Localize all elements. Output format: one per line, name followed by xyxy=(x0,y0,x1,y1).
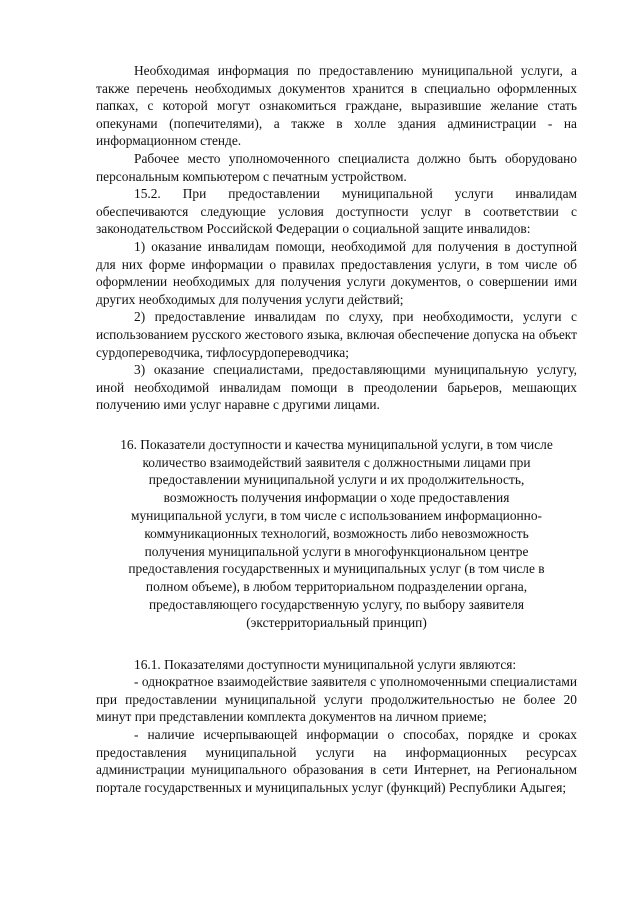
heading-line: предоставлении муниципальной услуги и их продолжительность, xyxy=(148,472,525,488)
heading-line: коммуникационных технологий, возможность либо невозможность xyxy=(144,525,529,541)
paragraph-16-1: 16.1. Показателями доступности муниципальной услуги являются: xyxy=(134,656,517,672)
list-item-2: 2) предоставление инвалидам по слуху, при необходимости, услуги с использованием русского жестового языка, включая обеспечение допуска на объект сурдопереводчика, тифлосурдопереводчика; xyxy=(96,309,577,360)
heading-line: муниципальной услуги, в том числе с использованием информационно- xyxy=(130,508,543,524)
heading-line: количество взаимодействий заявителя с должностными лицами при xyxy=(142,454,531,470)
section-16-heading xyxy=(96,436,577,632)
paragraph-workplace: Рабочее место уполномоченного специалиста должно быть оборудовано персональным компьютером с печатным устройством. xyxy=(96,150,577,184)
bullet-item-1: - однократное взаимодействие заявителя с уполномоченными специалистами при предоставлении муниципальной услуги продолжительностью не более 20 минут при представлении комплекта документов на личном приеме; xyxy=(96,674,577,725)
heading-line: возможность получения информации о ходе предоставления xyxy=(163,490,510,506)
heading-line: полном объеме), в любом территориальном подразделении органа, xyxy=(145,579,528,595)
heading-line: (экстерриториальный принцип) xyxy=(246,614,427,630)
paragraph-info-storage: Необходимая информация по предоставлению муниципальной услуги, а также перечень необходимых документов хранится в специально оформленных папках, с которой могут ознакомиться граждане, выразившие желание стать опекунами (попечителями), а также в холле здания администрации - на информационном стенде. xyxy=(96,63,577,149)
list-item-1: 1) оказание инвалидам помощи, необходимой для получения в доступной для них форме информации о правилах предоставления услуги, в том числе об оформлении необходимых для получения услуги документов, о совершении ими других необходимых для получения услуги действий; xyxy=(96,238,577,307)
list-item-3: 3) оказание специалистами, предоставляющими муниципальную услугу, иной необходимой инвалидам помощи в преодолении барьеров, мешающих получению ими услуг наравне с другими лицами. xyxy=(96,362,577,413)
heading-line: предоставления государственных и муниципальных услуг (в том числе в xyxy=(128,561,545,577)
document-page xyxy=(96,62,577,796)
heading-line: получения муниципальной услуги в многофункциональном центре xyxy=(144,543,529,559)
bullet-item-2: - наличие исчерпывающей информации о способах, порядке и сроках предоставления муниципальной услуги на информационных ресурсах администрации муниципального образования в сети Интернет, на Региональном портале государственных и муниципальных услуг (функций) Республики Адыгея; xyxy=(96,727,577,795)
heading-line: предоставляющего государственную услугу, по выбору заявителя xyxy=(148,597,525,613)
paragraph-15-2: 15.2. При предоставлении муниципальной услуги инвалидам обеспечиваются следующие условия доступности услуг в соответствии с законодательством Российской Федерации о социальной защите инвалидов: xyxy=(96,186,577,237)
heading-line: 16. Показатели доступности и качества муниципальной услуги, в том числе xyxy=(120,436,553,452)
